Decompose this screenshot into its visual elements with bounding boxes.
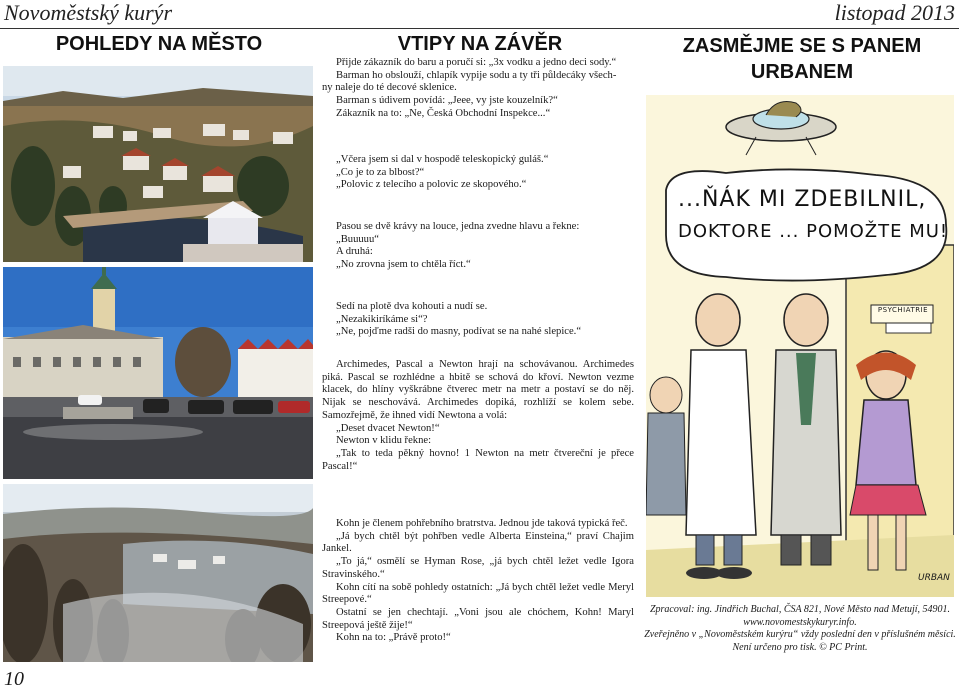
section-title-pohledy: POHLEDY NA MĚSTO — [55, 33, 263, 55]
section-title-zasmejme-line1: ZASMĚJME SE S PANEM — [682, 35, 922, 57]
joke-kohouti — [322, 301, 634, 339]
joke-archimedes — [322, 359, 634, 473]
joke-line: „Nezakikiríkáme si“? — [336, 313, 428, 325]
joke-line: „To já,“ osmělí se Hyman Rose, „já bych chtěl ležet vedle Igora Stravinského.“ — [322, 556, 634, 580]
joke-line: „Já bych chtěl být pohřben vedle Alberta Einsteina,“ praví Chajim Jankel. — [322, 530, 634, 555]
joke-line: „Buuuuu“ — [336, 233, 379, 245]
joke-kravy — [322, 221, 634, 272]
speech-bubble-line1: ...ŇÁK MI ZDEBILNIL, — [678, 187, 927, 212]
joke-bar — [322, 57, 634, 121]
joke-line: „No zrovna jsem to chtěla říct.“ — [336, 259, 471, 271]
artist-signature: URBAN — [918, 573, 950, 583]
section-title-zasmejme-line2: URBANEM — [750, 61, 854, 83]
joke-gulas — [322, 154, 634, 192]
joke-line: Ostatní se jen chechtají. „Voni jsou ale chóchem, Kohn! Maryl Streepová ještě žije!“ — [322, 606, 634, 631]
joke-line: „Deset dvacet Newton!“ — [336, 422, 440, 434]
joke-line: Barman s údivem povídá: „Jeee, vy jste kouzelník?“ — [336, 95, 558, 107]
photo-town-hillside — [3, 66, 313, 262]
joke-line: Newton v klidu řekne: — [336, 435, 432, 447]
page-number: 10 — [4, 668, 24, 690]
cartoon-drawing — [646, 95, 954, 597]
section-title-zasmejme — [652, 33, 952, 85]
publisher-info — [644, 604, 956, 654]
joke-line: ny naleje do té decové sklenice. — [322, 82, 457, 94]
newspaper-title: Novoměstský kurýr — [4, 0, 173, 25]
publisher-website: www.novomestskykuryr.info. — [743, 616, 857, 628]
joke-line: Kohn na to: „Právě proto!“ — [336, 632, 451, 644]
joke-line: Kohn je členem pohřebního bratrstva. Jednou jde taková typická řeč. — [336, 518, 628, 529]
publisher-line3: Zveřejněno v „Novoměstském kurýru“ vždy poslední den v příslušném měsíci. — [644, 629, 956, 640]
psychiatry-sign: PSYCHIATRIE — [877, 306, 929, 314]
joke-line: Barman ho obslouží, chlapík vypije sodu a ty tři půldecáky všech- — [336, 69, 617, 81]
cartoon-urban — [646, 95, 954, 597]
photo-town-square — [3, 267, 313, 479]
joke-line: Zákazník na to: „Ne, Česká Obchodní Inspekce...“ — [336, 107, 551, 119]
photo-misty-valley — [3, 484, 313, 662]
joke-line: „Ne, pojďme radši do masny, podívat se na nahé slepice.“ — [336, 326, 582, 338]
publisher-line1: Zpracoval: ing. Jindřich Buchal, ČSA 821, Nové Město nad Metují, 54901. — [649, 604, 951, 615]
joke-line: „Včera jsem si dal v hospodě teleskopický guláš.“ — [336, 154, 549, 165]
joke-line: Pasou se dvě krávy na louce, jedna zvedne hlavu a řekne: — [336, 221, 580, 232]
publisher-line4: Není určeno pro tisk. © PC Print. — [732, 641, 868, 653]
issue-date: listopad 2013 — [834, 0, 955, 25]
section-title-vtipy: VTIPY NA ZÁVĚR — [397, 33, 563, 55]
joke-line: A druhá: — [336, 246, 373, 258]
joke-line: „Co je to za blbost?“ — [336, 166, 425, 178]
speech-bubble-line2: DOKTORE ... POMOŽTE MU! — [678, 221, 949, 242]
joke-line: „Polovic z telecího a polovic ze skopového.“ — [336, 179, 527, 191]
joke-kohn — [322, 518, 634, 645]
joke-line: Sedí na plotě dva kohouti a nudí se. — [336, 301, 488, 312]
joke-line: „Tak to teda pěkný hovno! 1 Newton na metr čtvereční je přece Pascal!“ — [322, 447, 634, 472]
header-rule — [0, 28, 959, 29]
joke-line: Kohn cítí na sobě pohledy ostatních: „Já bych chtěl ležet vedle Meryl Streepové.“ — [322, 581, 634, 606]
joke-line: Přijde zákazník do baru a poručí si: „3x vodku a jedno deci sody.“ — [336, 57, 617, 68]
joke-line: Archimedes, Pascal a Newton hrají na schovávanou. Archimedes piká. Pascal se rozhlédne a hbitě se schová do křoví. Newton vezme klacek, do hlíny vyškrábne čtverec metr na metr a postaví se do něj. Nijak se neschovává. Archimedes dopiká, rozhlíží se kolem sebe. Samozřejmě, že ihned vidí Newtona a volá: — [322, 359, 634, 421]
